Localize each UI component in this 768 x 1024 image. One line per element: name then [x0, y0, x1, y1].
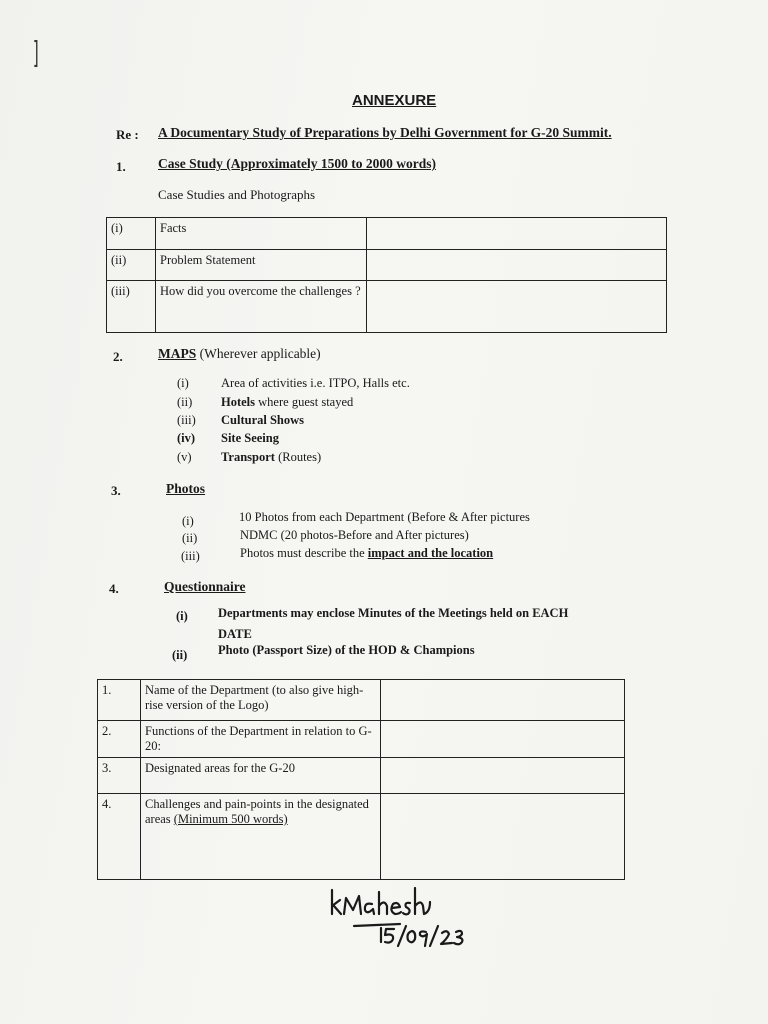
questionnaire-item-line1: Departments may enclose Minutes of the Meetings held on EACH [218, 606, 569, 620]
maps-item: Hotels where guest stayed [221, 395, 354, 409]
row-value [381, 794, 625, 880]
row-number: (i) [107, 218, 156, 250]
row-label: Name of the Department (to also give high-rise version of the Logo) [141, 680, 381, 721]
maps-item: Transport (Routes) [221, 450, 322, 464]
section4-number: 4. [109, 581, 119, 596]
row-value [381, 721, 625, 758]
questionnaire-item-number: (i) [176, 609, 188, 623]
section2-heading [158, 346, 321, 362]
section4-heading: Questionnaire [164, 579, 246, 594]
handwritten-signature [326, 884, 486, 954]
department-questionnaire-table [97, 679, 625, 880]
section1-subtext: Case Studies and Photographs [158, 187, 316, 202]
section2-heading-note: (Wherever applicable) [199, 346, 321, 361]
row-number: (iii) [107, 281, 156, 333]
row-value [367, 281, 667, 333]
row-number: 2. [98, 721, 141, 758]
re-label: Re : [116, 127, 139, 142]
maps-item: Area of activities i.e. ITPO, Halls etc. [221, 376, 410, 390]
table-row [98, 721, 625, 758]
maps-item: Cultural Shows [221, 413, 305, 427]
section3-number: 3. [111, 483, 121, 498]
table-row [107, 218, 667, 250]
row-value [381, 758, 625, 794]
maps-item-number: (i) [177, 376, 189, 390]
row-label: Challenges and pain-points in the designated areas (Minimum 500 words) [141, 794, 381, 880]
maps-item-number: (v) [177, 450, 192, 464]
photos-item-number: (i) [182, 514, 194, 528]
row-label: Facts [156, 218, 367, 250]
page-title: ANNEXURE [352, 92, 437, 109]
row-label: Problem Statement [156, 250, 367, 281]
case-study-table [106, 217, 667, 333]
section1-heading [158, 156, 436, 172]
row-number: 1. [98, 680, 141, 721]
section1-heading-text: Case Study (Approximately 1500 to 2000 words) [158, 156, 437, 171]
row-number: (ii) [107, 250, 156, 281]
row-value [381, 680, 625, 721]
table-row [98, 794, 625, 880]
photos-item: NDMC (20 photos-Before and After pictures) [240, 528, 469, 542]
row-value [367, 218, 667, 250]
row-number: 3. [98, 758, 141, 794]
section2-number: 2. [113, 349, 123, 364]
section1-number: 1. [116, 159, 126, 174]
maps-item-number: (iii) [177, 413, 196, 427]
table-row [98, 758, 625, 794]
row-label: How did you overcome the challenges ? [156, 281, 367, 333]
photos-item: 10 Photos from each Department (Before & After pictures [239, 510, 530, 524]
maps-item: Site Seeing [221, 431, 279, 445]
row-label: Designated areas for the G-20 [141, 758, 381, 794]
photos-item-number: (iii) [181, 549, 200, 563]
table-row [107, 281, 667, 333]
photos-item: Photos must describe the impact and the location [240, 546, 494, 560]
row-number: 4. [98, 794, 141, 880]
section3-heading: Photos [166, 481, 206, 496]
maps-item-number: (iv) [177, 431, 196, 445]
photos-item-number: (ii) [182, 531, 198, 545]
maps-item-number: (ii) [177, 395, 193, 409]
row-value [367, 250, 667, 281]
row-label: Functions of the Department in relation to G-20: [141, 721, 381, 758]
table-row [98, 680, 625, 721]
margin-mark: ] [32, 36, 39, 71]
re-subject: A Documentary Study of Preparations by Delhi Government for G-20 Summit. [158, 125, 612, 140]
section2-heading-text: MAPS [158, 346, 197, 361]
table-row [107, 250, 667, 281]
questionnaire-item-number: (ii) [172, 648, 188, 662]
questionnaire-item-line1: Photo (Passport Size) of the HOD & Champions [218, 643, 475, 657]
questionnaire-item-line2: DATE [218, 627, 252, 641]
